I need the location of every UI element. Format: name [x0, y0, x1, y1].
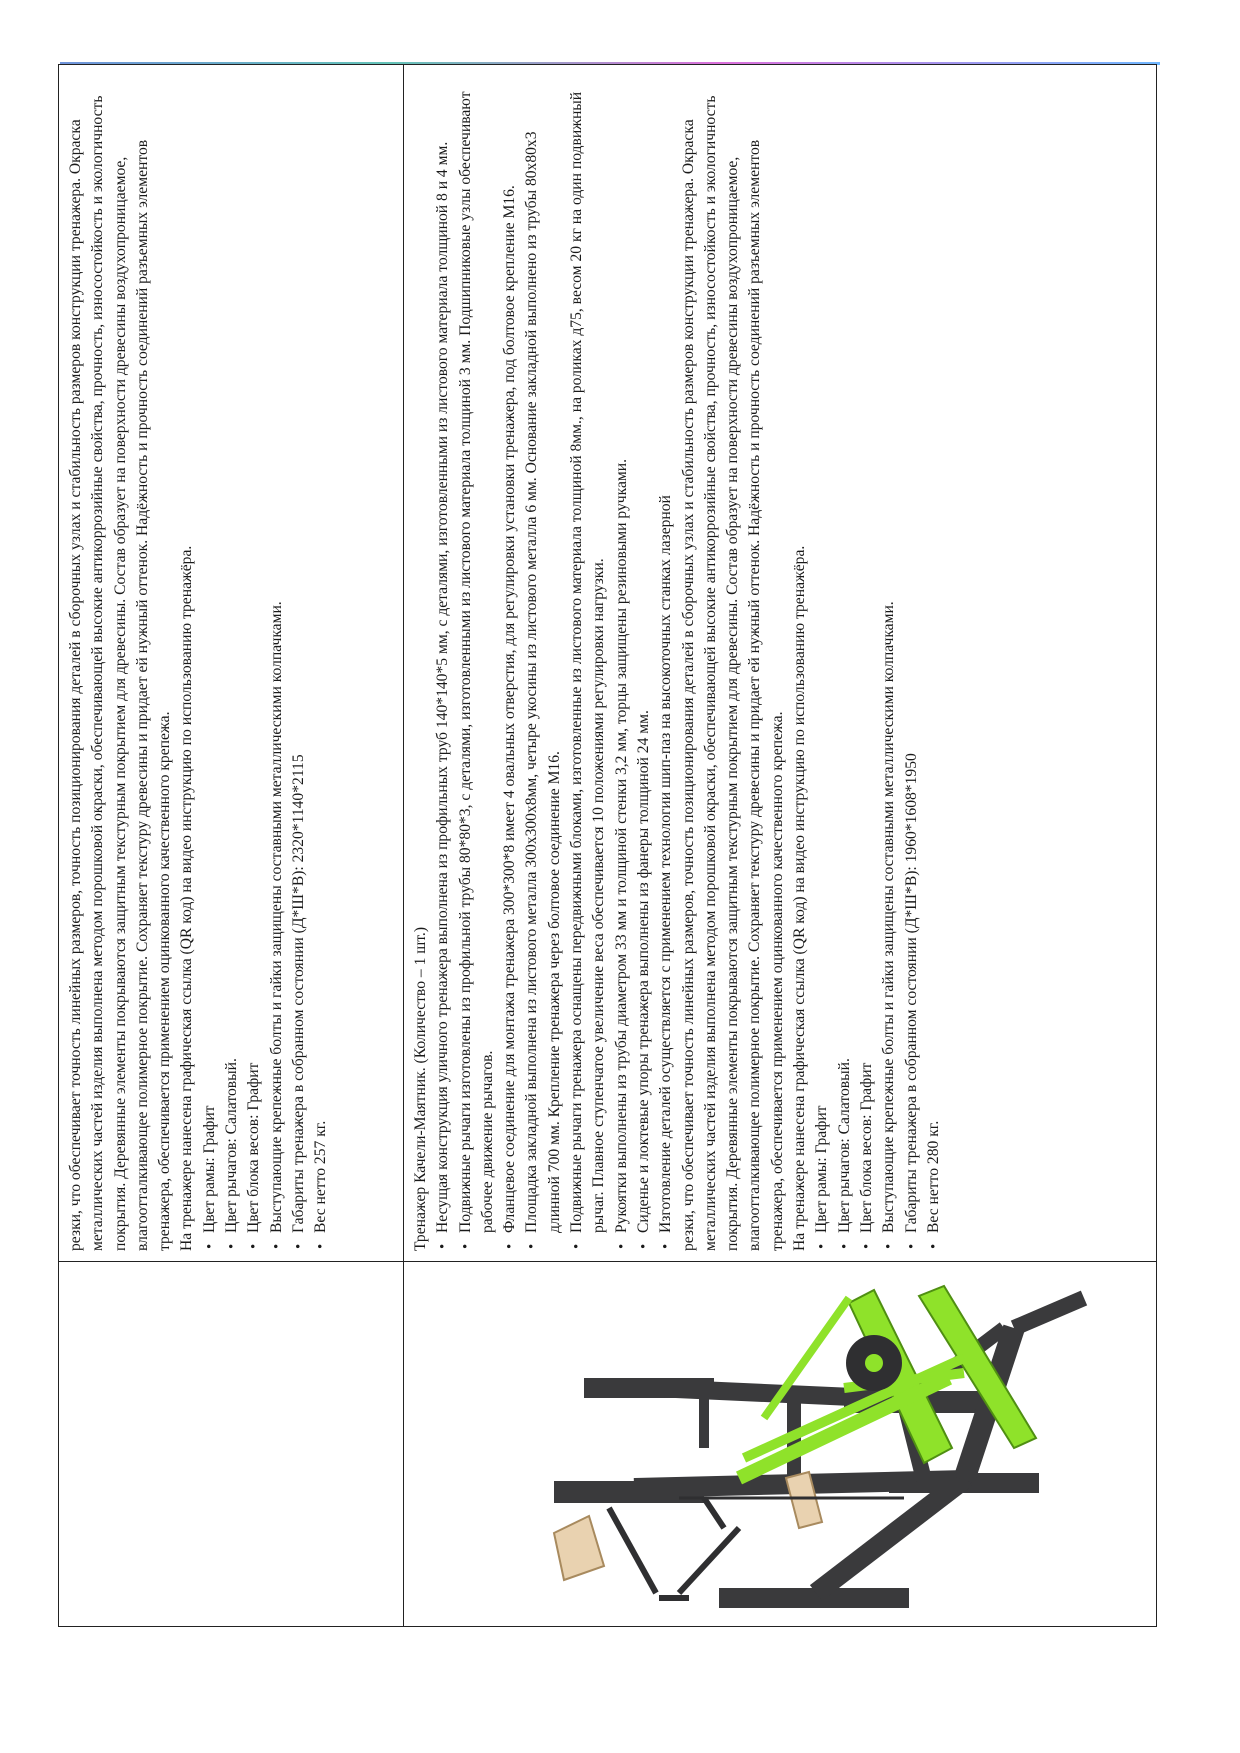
- row1-paragraph: резки, что обеспечивает точность линейных размеров, точность позиционирования деталей в сборочных узлах и стабильность размеров конструкции тренажера. Окраска металлических частей изделия выполнена методом порошковой окраски, обеспечивающей высокие антикоррозийные свойства, прочность, износостойкость и экологичность покрытия. Деревянные элементы покрываются защитным текстурным покрытием для древесины. Состав образует на поверхности древесины воздухопроницаемое, влагоотталкивающее полимерное покрытие. Сохраняет текстуру древесины и придает ей нужный оттенок. Надёжность и прочность соединений разъемных элементов тренажера, обеспечивается применением оцинкованного качественного крепежа.: [67, 95, 174, 1251]
- row1-bullet-item: • Вес нетто 257 кг.: [310, 75, 332, 1251]
- row2-qr-line: На тренажере нанесена графическая ссылка (QR код) на видео инструкцию по использованию тренажёра.: [791, 545, 809, 1251]
- spec-table: [58, 64, 1157, 1627]
- weight-disk-hub: [865, 1354, 883, 1372]
- row2-bullet-item: • Фланцевое соединение для монтажа тренажера 300*300*8 имеет 4 овальных отверстия, для регулировки установки тренажера, под болтовое крепление М16.: [499, 75, 521, 1251]
- frame-beam: [816, 1478, 966, 1593]
- row2-bullet-item: • Площадка закладной выполнена из листового металла 300x300x8мм, четыре укосины из листового металла 6 мм. Основание закладной выполнено из трубы 80х80х3 длинной 700 мм. Крепление тренажера через болтовое соединение М16.: [521, 75, 566, 1251]
- handle-bar: [704, 1498, 724, 1528]
- row2-bullet-list-b: [811, 75, 945, 1251]
- row2-bullet-item: • Вес нетто 280 кг.: [923, 75, 945, 1251]
- row2-paragraph: резки, что обеспечивает точность линейных размеров, точность позиционирования деталей в сборочных узлах и стабильность размеров конструкции тренажера. Окраска металлических частей изделия выполнена методом порошковой окраски, обеспечивающей высокие антикоррозийные свойства, прочность, износостойкость и экологичность покрытия. Деревянные элементы покрываются защитным текстурным покрытием для древесины. Состав образует на поверхности древесины воздухопроницаемое, влагоотталкивающее полимерное покрытие. Сохраняет текстуру древесины и придает ей нужный оттенок. Надёжность и прочность соединений разъемных элементов тренажера, обеспечивается применением оцинкованного качественного крепежа.: [679, 95, 786, 1251]
- row1-text-cell: [59, 65, 404, 1261]
- row1-bullet-item: • Габариты тренажера в собранном состоянии (Д*Ш*В): 2320*1140*2115: [288, 75, 310, 1251]
- row2-bullet-item: • Цвет рамы: Графит: [811, 75, 833, 1251]
- row2-bullet-item: • Габариты тренажера в собранном состоянии (Д*Ш*В): 1960*1608*1950: [901, 75, 923, 1251]
- pendulum-swing-machine-image: [404, 1261, 1157, 1627]
- leg-block: [719, 1588, 909, 1608]
- row2-bullet-item: • Несущая конструкция уличного тренажера выполнена из профильных труб 140*140*5 мм, с деталями, изготовленными из листового материала толщиной 8 и 4 мм.: [432, 75, 454, 1251]
- row2-bullet-item: • Цвет рычагов: Салатовый.: [834, 75, 856, 1251]
- row1-bullet-list: [199, 75, 333, 1251]
- row2-bullet-item: • Подвижные рычаги изготовлены из профильной трубы 80*80*3, с деталями, изготовленными из листового материала толщиной 3 мм. Подшипниковые узлы обеспечивают рабочее движение рычагов.: [455, 75, 500, 1251]
- row1-bullet-item: • Выступающие крепежные болты и гайки защищены составными металлическими колпачками.: [266, 75, 288, 1251]
- row2-bullet-list-a: [432, 75, 677, 1251]
- weight-disk: [846, 1335, 902, 1391]
- frame-beam: [1014, 1298, 1084, 1328]
- seat-pad: [554, 1516, 604, 1580]
- row1-bullet-item: • Цвет блока весов: Графит: [243, 75, 265, 1251]
- row1-bullet-item: • Цвет рычагов: Салатовый.: [221, 75, 243, 1251]
- row1-bullet-item: • Цвет рамы: Графит: [199, 75, 221, 1251]
- row2-bullet-item: • Сиденье и локтевые упоры тренажера выполнены из фанеры толщиной 24 мм.: [633, 75, 655, 1251]
- row2-bullet-item: • Выступающие крепежные болты и гайки защищены составными металлическими колпачками.: [878, 75, 900, 1251]
- row2-title: Тренажер Качели-Маятник. (Количество – 1 шт.): [412, 926, 429, 1251]
- rotated-table-content: [59, 65, 1157, 1627]
- handles: [609, 1498, 739, 1598]
- row1-qr-line: На тренажере нанесена графическая ссылка (QR код) на видео инструкцию по использованию тренажёра.: [178, 545, 196, 1251]
- row2-bullet-item: • Рукоятки выполнены из трубы диаметром 33 мм и толщиной стенки 3,2 мм, торцы защищены резиновыми ручками.: [611, 75, 633, 1251]
- handle-bar: [609, 1508, 656, 1593]
- row2-image-cell: [404, 1261, 1157, 1627]
- handle-bar: [679, 1528, 739, 1593]
- row2-text-cell: [404, 65, 1157, 1261]
- row2-bullet-item: • Изготовление деталей осуществляется с применением технологии шип-паз на высокоточных станках лазерной: [655, 75, 677, 1251]
- row2-bullet-item: • Цвет блока весов: Графит: [856, 75, 878, 1251]
- row2-bullet-item: • Подвижные рычаги тренажера оснащены передвижными блоками, изготовленные из листового материала толщиной 8мм., на роликах д75, весом 20 кг на один подвижный рычаг. Плавное ступенчатое увеличение веса обеспечивается 10 положениями регулировки нагрузки.: [566, 75, 611, 1251]
- row1-image-cell: [59, 1261, 404, 1627]
